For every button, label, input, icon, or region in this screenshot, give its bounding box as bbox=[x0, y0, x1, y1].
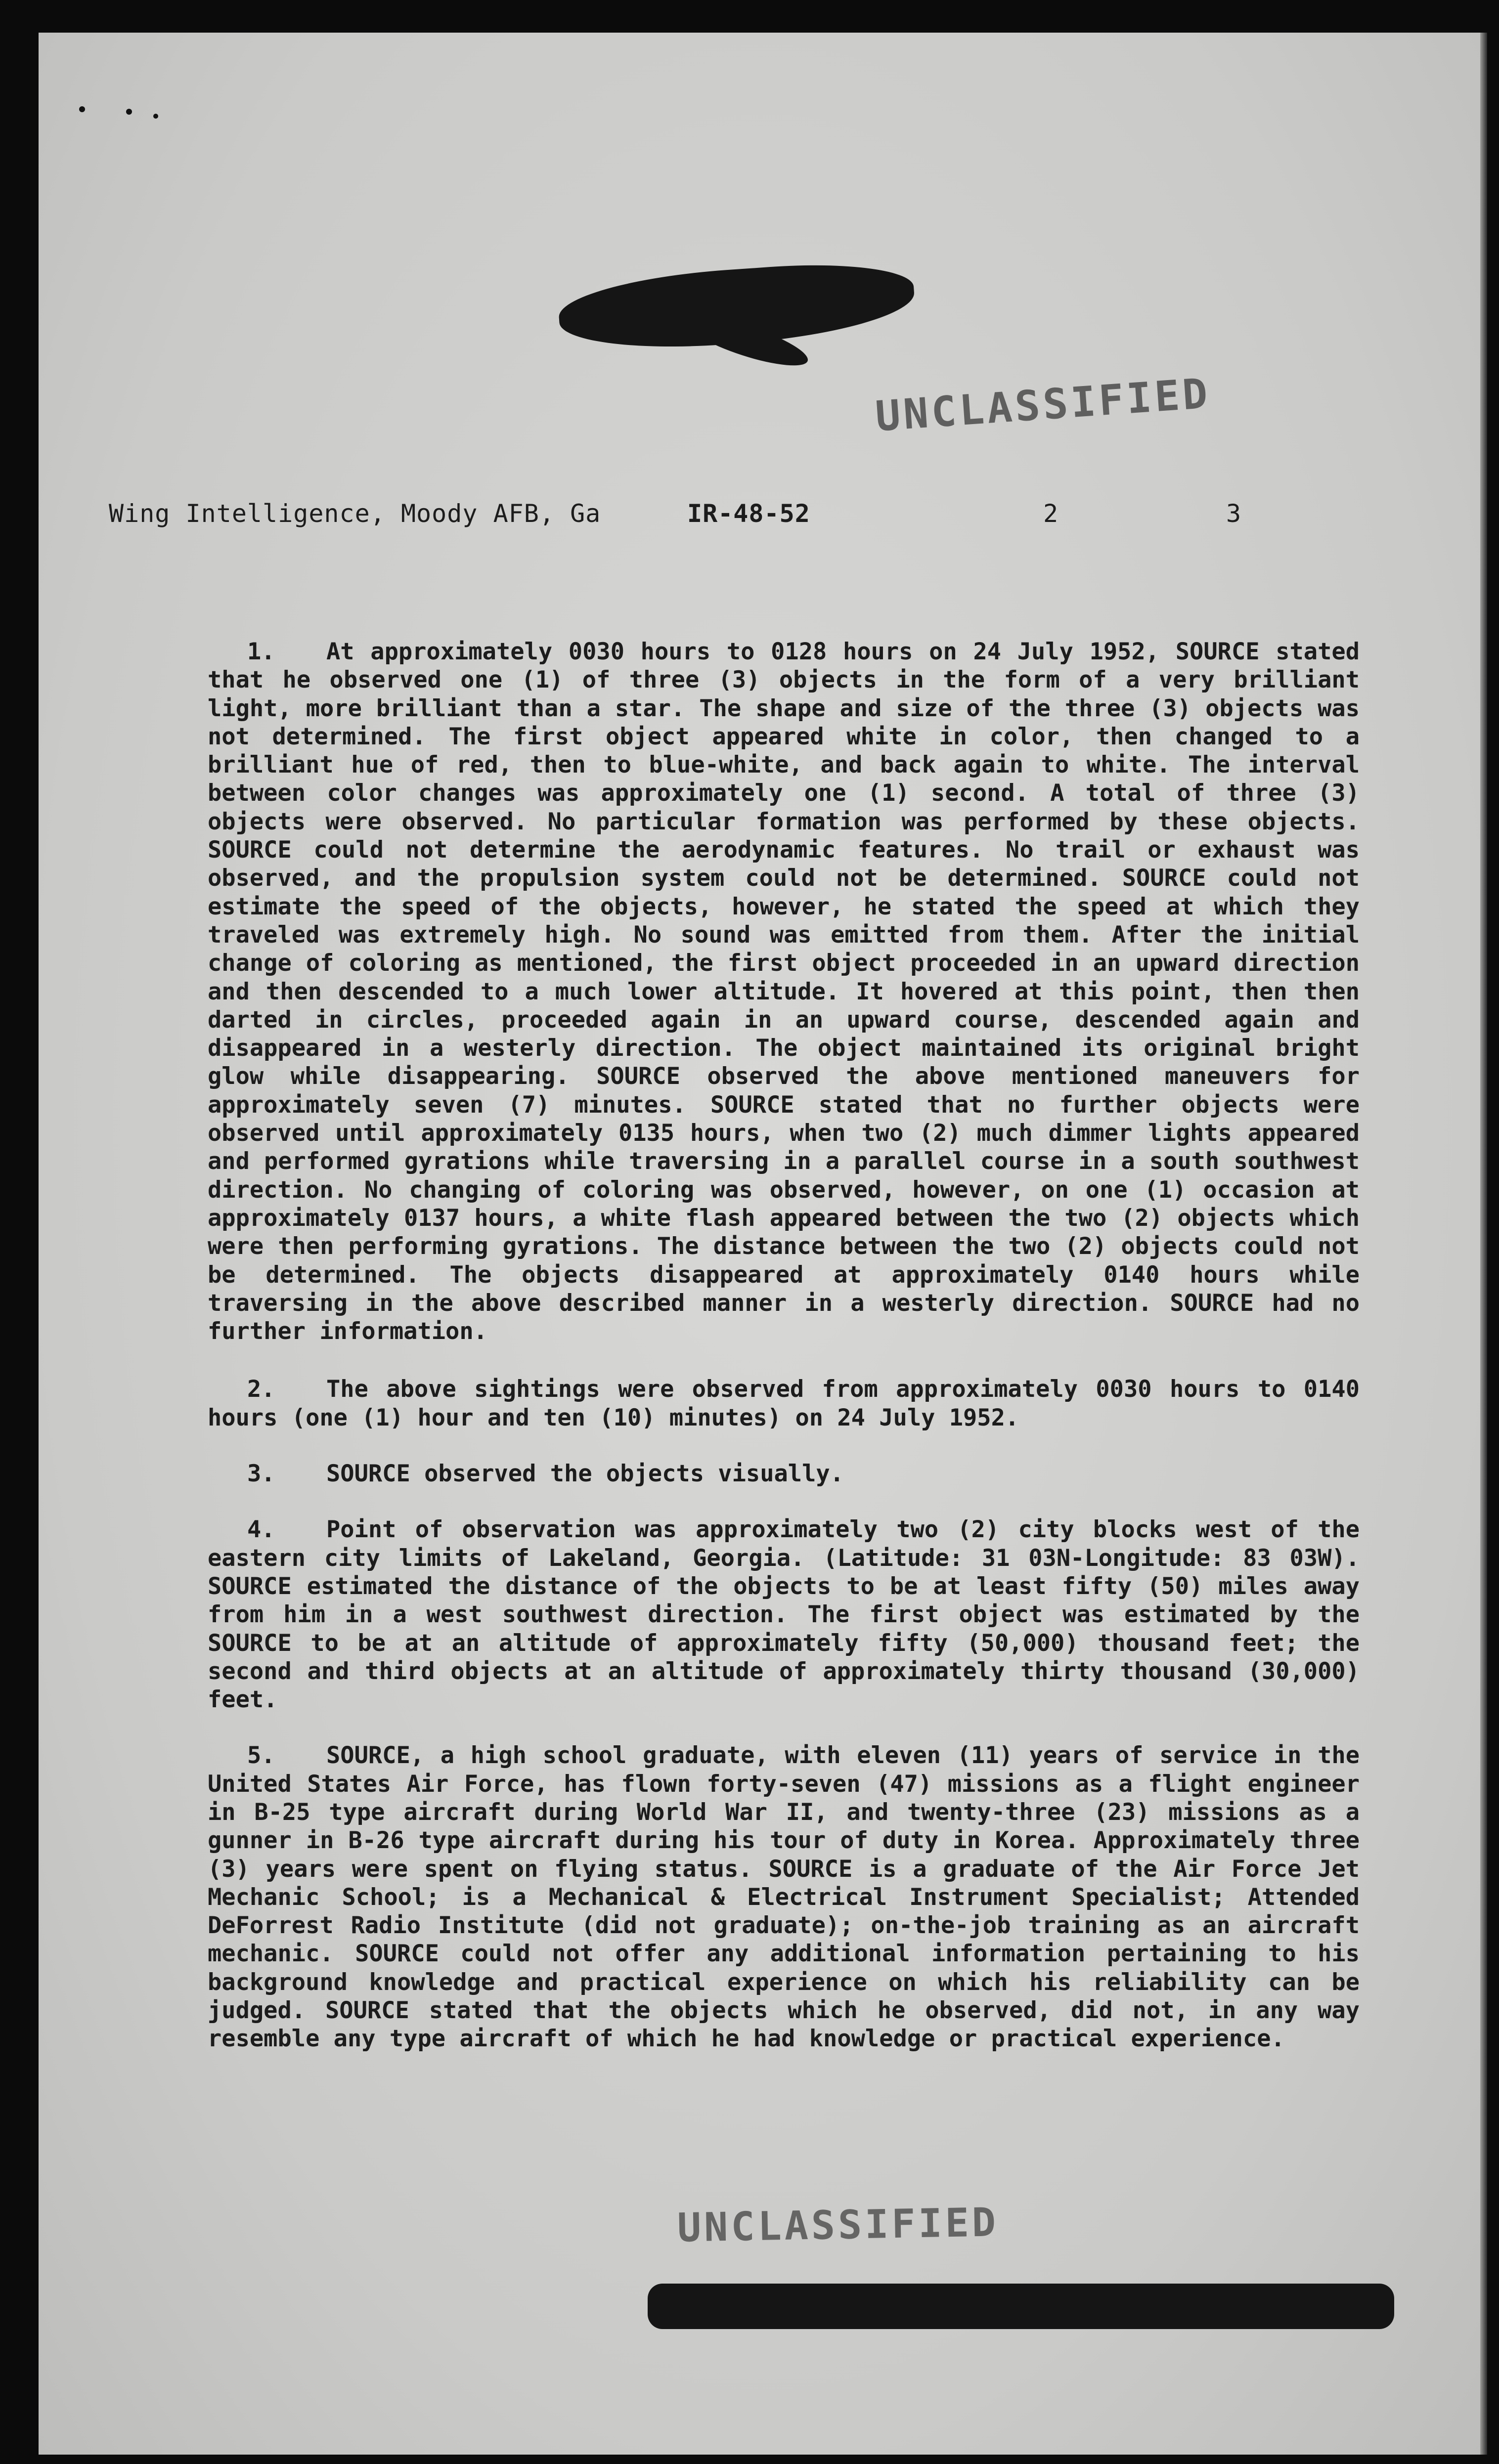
paragraph bbox=[208, 638, 1360, 1345]
classification-stamp-bottom: UNCLASSIFIED bbox=[677, 2199, 999, 2251]
scan-speck bbox=[126, 109, 132, 115]
header-page-total: 3 bbox=[1226, 499, 1242, 528]
paragraph-text: SOURCE, a high school graduate, with eleven (11) years of service in the United States Air Force, has flown forty-seven (47) missions as a flight engineer in B-25 type aircraft during World War II, and twenty-three (23) missions as a gunner in B-26 type aircraft during his tour of duty in Korea. Approximately three (3) years were spent on flying status. SOURCE is a graduate of the Air Force Jet Mechanic School; is a Mechanical & Electrical Instrument Specialist; Attended DeForrest Radio Institute (did not graduate); on-the-job training as an aircraft mechanic. SOURCE could not offer any additional information pertaining to his background knowledge and practical experience on which his reliability can be judged. SOURCE stated that the objects which he observed, did not, in any way resemble any type aircraft of which he had knowledge or practical experience. bbox=[208, 1742, 1360, 2053]
paragraph-text: At approximately 0030 hours to 0128 hours on 24 July 1952, SOURCE stated that he observed one (1) of three (3) objects in the form of a very brilliant light, more brilliant than a star. The shape and size of the three (3) objects was not determined. The first object appeared white in color, then changed to a brilliant hue of red, then to blue-white, and back again to white. The interval between color changes was approximately one (1) second. A total of three (3) objects were observed. No particular formation was performed by these objects. SOURCE could not determine the aerodynamic features. No trail or exhaust was observed, and the propulsion system could not be determined. SOURCE could not estimate the speed of the objects, however, he stated the speed at which they traveled was extremely high. No sound was emitted from them. After the initial change of coloring as mentioned, the first object proceeded in an upward direction and then descended to a much lower altitude. It hovered at this point, then then darted in circles, proceeded again in an upward course, descended again and disappeared in a westerly direction. The object maintained its original bright glow while disappearing. SOURCE observed the above mentioned maneuvers for approximately seven (7) minutes. SOURCE stated that no further objects were observed until approximately 0135 hours, when two (2) much dimmer lights appeared and performed gyrations while traversing in a parallel course in a south southwest direction. No changing of coloring was observed, however, on one (1) occasion at approximately 0137 hours, a white flash appeared between the two (2) objects which were then performing gyrations. The distance between the two (2) objects could not be determined. The objects disappeared at approximately 0140 hours while traversing in the above described manner in a westerly direction. SOURCE had no further information. bbox=[208, 638, 1360, 1345]
redaction-mark-bottom bbox=[648, 2284, 1394, 2329]
paragraph-text: Point of observation was approximately two (2) city blocks west of the eastern city limits of Lakeland, Georgia. (Latitude: 31 03N-Longitude: 83 03W). SOURCE estimated the distance of the objects to be at least fifty (50) miles away from him in a west southwest direction. The first object was estimated by the SOURCE to be at an altitude of approximately fifty (50,000) thousand feet; the second and third objects at an altitude of approximately thirty thousand (30,000) feet. bbox=[208, 1516, 1360, 1714]
paragraph bbox=[208, 1375, 1360, 1432]
scan-speck bbox=[153, 114, 158, 119]
paragraph-text: SOURCE observed the objects visually. bbox=[326, 1460, 844, 1488]
scan-speck bbox=[79, 106, 85, 112]
paragraph-number: 3. bbox=[247, 1460, 275, 1488]
paragraph bbox=[208, 1741, 1360, 2053]
page-edge-shadow bbox=[1480, 33, 1487, 2455]
paragraph bbox=[208, 1515, 1360, 1714]
paragraph-number: 5. bbox=[247, 1742, 275, 1770]
classification-stamp-top: UNCLASSIFIED bbox=[874, 369, 1212, 441]
paragraph-number: 2. bbox=[247, 1376, 275, 1403]
document-body bbox=[208, 638, 1360, 2081]
paragraph-number: 4. bbox=[247, 1516, 275, 1544]
paragraph bbox=[208, 1460, 1360, 1488]
paragraph-text: The above sightings were observed from approximately 0030 hours to 0140 hours (one (1) hour and ten (10) minutes) on 24 July 1952. bbox=[208, 1376, 1360, 1431]
header-organization: Wing Intelligence, Moody AFB, Ga bbox=[109, 499, 601, 528]
paragraph-number: 1. bbox=[247, 638, 275, 665]
header-page-number: 2 bbox=[1043, 499, 1059, 528]
header-report-number: IR-48-52 bbox=[687, 499, 810, 528]
document-header bbox=[109, 499, 1276, 539]
